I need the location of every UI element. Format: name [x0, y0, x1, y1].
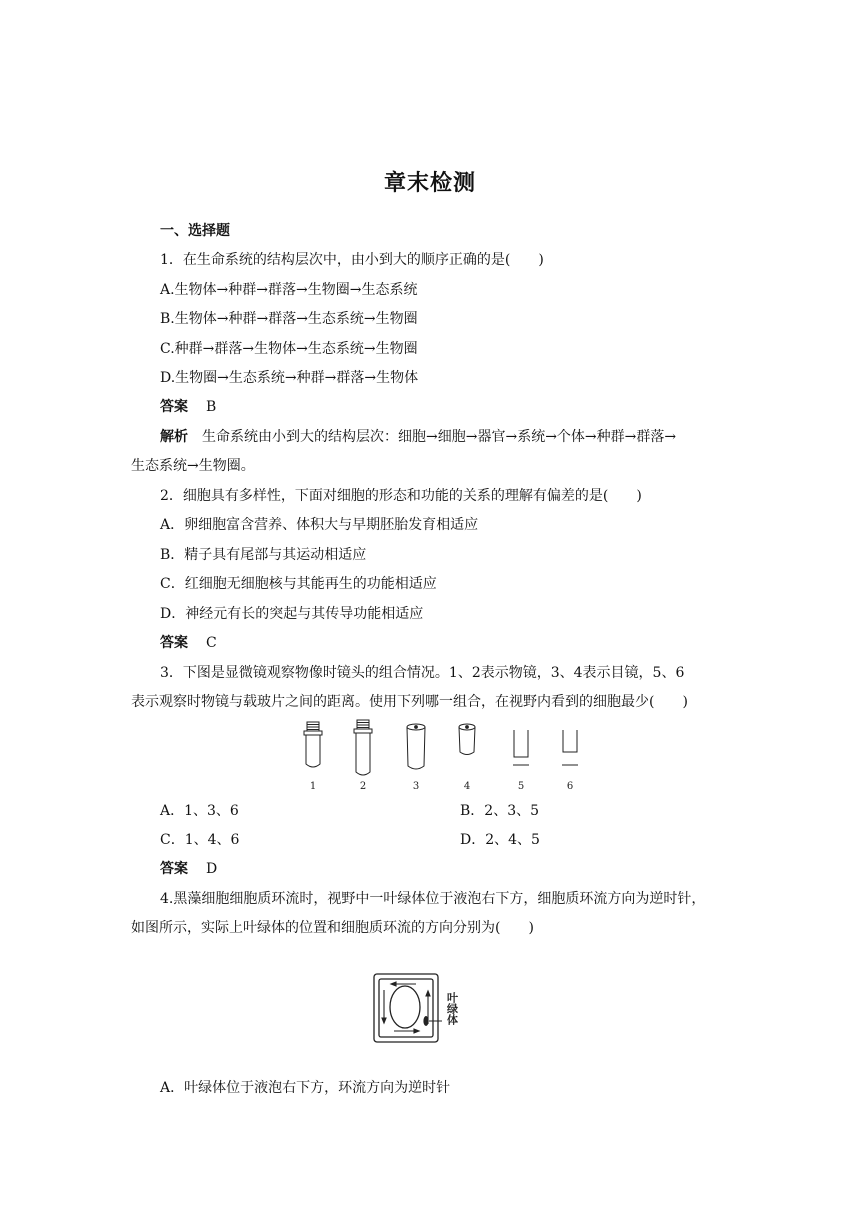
answer-value: B: [206, 399, 217, 415]
answer-value: D: [206, 861, 218, 877]
figure-label-1: 1: [309, 781, 317, 792]
q2-answer: [160, 633, 217, 653]
q4-stem-cont: 如图所示，实际上叶绿体的位置和细胞质环流的方向分别为( ): [131, 920, 534, 936]
chloroplast: [423, 1016, 428, 1026]
figure-label-3: 3: [412, 781, 420, 792]
eyepiece-lens-4: [459, 724, 475, 755]
objective-lens-1: [304, 722, 322, 767]
chloroplast-label: 叶绿体: [445, 992, 459, 1025]
streaming-arrows: [382, 982, 430, 1033]
figure-label-4: 4: [463, 781, 471, 792]
q3-option-a: A．1、3、6: [160, 803, 239, 819]
q2-option-b: B．精子具有尾部与其运动相适应: [160, 547, 367, 563]
section-heading: 一、选择题: [160, 223, 230, 239]
q2-option-c: C．红细胞无细胞核与其能再生的功能相适应: [160, 576, 437, 592]
q1-explanation-cont: 生态系统→生物圈。: [131, 458, 255, 474]
distance-5: [513, 730, 529, 765]
q1-explanation: [160, 427, 676, 447]
q1-option-a: A.生物体→种群→群落→生物圈→生态系统: [160, 282, 418, 298]
figure-label-5: 5: [517, 781, 525, 792]
q2-option-d: D．神经元有长的突起与其传导功能相适应: [160, 606, 424, 622]
q1-option-d: D.生物圈→生态系统→种群→群落→生物体: [160, 370, 419, 386]
eyepiece-lens-3: [407, 724, 425, 769]
q3-option-c: C．1、4、6: [160, 832, 240, 848]
q1-option-b: B.生物体→种群→群落→生态系统→生物圈: [160, 311, 418, 327]
answer-label: 答案: [160, 635, 188, 651]
answer-label: 答案: [160, 861, 188, 877]
answer-label: 答案: [160, 399, 188, 415]
cytoplasm-streaming-figure: [368, 968, 468, 1048]
figure-label-2: 2: [359, 781, 367, 792]
q1-option-c: C.种群→群落→生物体→生态系统→生物圈: [160, 341, 418, 357]
figure-label-6: 6: [566, 781, 574, 792]
q3-stem-cont: 表示观察时物镜与载玻片之间的距离。使用下列哪一组合，在视野内看到的细胞最少( ): [131, 694, 688, 710]
q2-option-a: A．卵细胞富含营养、体积大与早期胚胎发育相适应: [160, 517, 479, 533]
q1-stem: 1．在生命系统的结构层次中，由小到大的顺序正确的是( ): [160, 252, 544, 268]
q1-answer: [160, 397, 216, 417]
q2-stem: 2．细胞具有多样性，下面对细胞的形态和功能的关系的理解有偏差的是( ): [160, 488, 642, 504]
microscope-lens-figure: [295, 718, 595, 796]
q3-option-b: B．2、3、5: [460, 803, 540, 819]
q3-option-d: D．2、4、5: [460, 832, 540, 848]
page-title: 章末检测: [383, 171, 476, 196]
answer-value: C: [206, 635, 217, 651]
objective-lens-2: [354, 720, 372, 775]
q4-stem: 4.黑藻细胞细胞质环流时，视野中一叶绿体位于液泡右下方，细胞质环流方向为逆时针，: [160, 891, 706, 907]
explanation-text: 生命系统由小到大的结构层次：细胞→细胞→器官→系统→个体→种群→群落→: [202, 429, 677, 445]
vacuole: [390, 986, 420, 1028]
q3-answer: [160, 859, 217, 879]
q4-option-a: A．叶绿体位于液泡右下方，环流方向为逆时针: [160, 1080, 451, 1096]
distance-6: [562, 730, 578, 765]
q3-stem: 3．下图是显微镜观察物像时镜头的组合情况。1、2表示物镜，3、4表示目镜，5、6: [160, 665, 685, 681]
explanation-label: 解析: [160, 429, 188, 445]
